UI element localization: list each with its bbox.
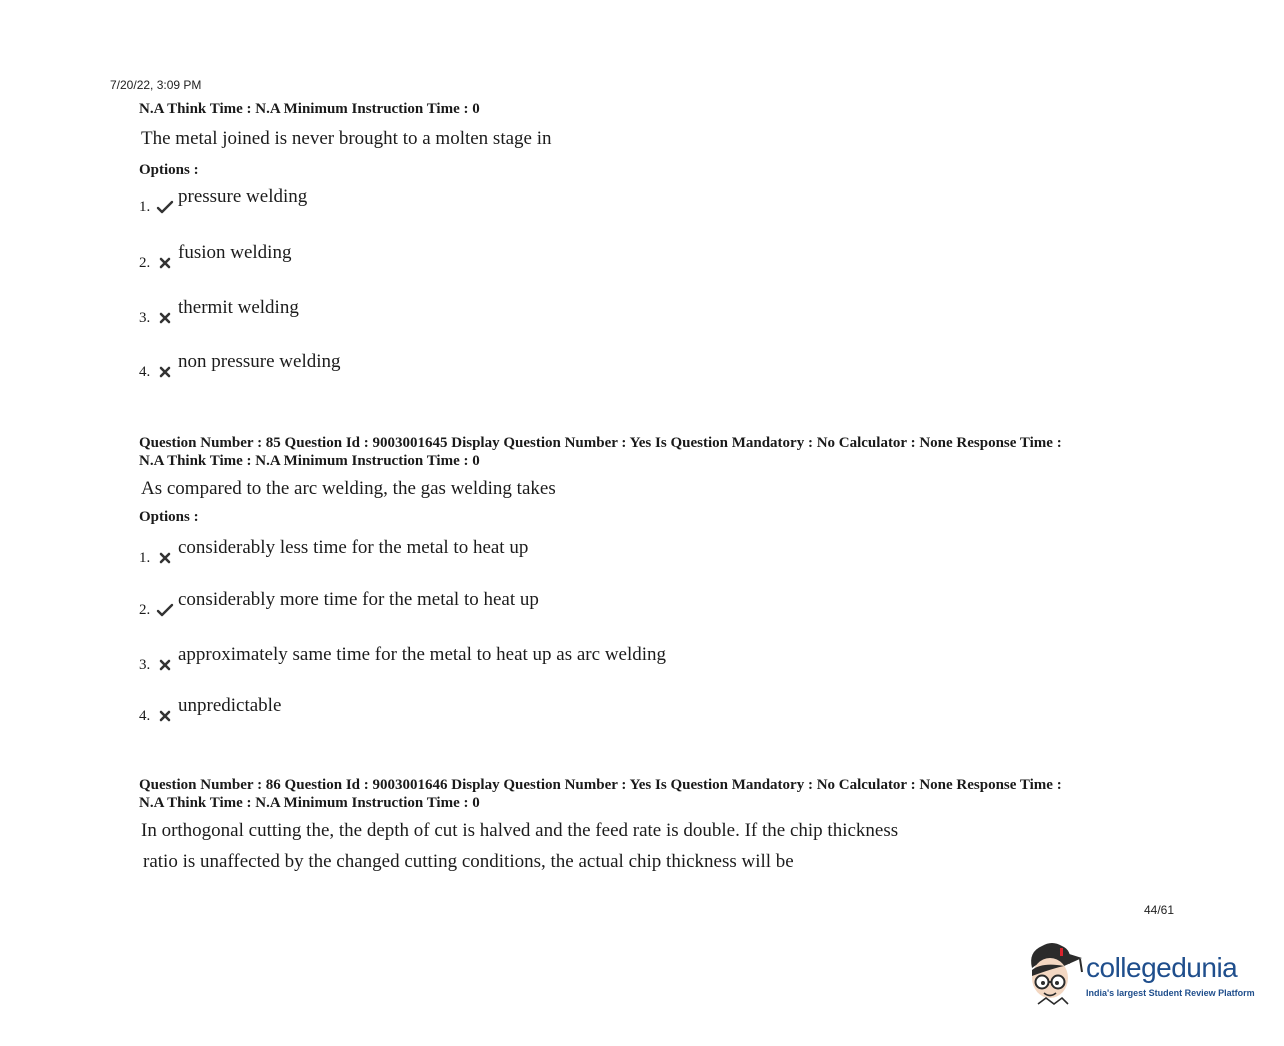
brand-tagline: India's largest Student Review Platform (1086, 988, 1255, 998)
q85-options-label: Options : (139, 509, 199, 525)
option-number: 1. (139, 199, 151, 215)
collegedunia-logo (1024, 938, 1264, 1010)
mascot-icon (1024, 938, 1086, 1010)
cross-icon (156, 658, 174, 672)
q86-question-text-line-2: ratio is unaffected by the changed cutting conditions, the actual chip thickness will be (143, 851, 794, 872)
q84-option-1 (139, 186, 1039, 216)
option-text: considerably more time for the metal to heat up (178, 589, 539, 610)
option-number: 3. (139, 657, 151, 673)
q84-meta-line-2: N.A Think Time : N.A Minimum Instruction Time : 0 (139, 101, 480, 117)
option-text: thermit welding (178, 297, 299, 318)
q85-option-2 (139, 589, 1039, 619)
q85-option-3 (139, 644, 1039, 674)
check-icon (156, 603, 174, 617)
option-number: 2. (139, 602, 151, 618)
cross-icon (156, 551, 174, 565)
cross-icon (156, 709, 174, 723)
cross-icon (156, 365, 174, 379)
q85-question-text: As compared to the arc welding, the gas welding takes (141, 478, 556, 499)
option-text: pressure welding (178, 186, 308, 207)
q86-question-text-line-1: In orthogonal cutting the, the depth of cut is halved and the feed rate is double. If the chip thickness (141, 820, 899, 841)
print-timestamp: 7/20/22, 3:09 PM (110, 78, 202, 92)
check-icon (156, 200, 174, 214)
q85-option-4 (139, 695, 1039, 725)
option-number: 4. (139, 364, 151, 380)
cross-icon (156, 311, 174, 325)
cross-icon (156, 256, 174, 270)
option-number: 3. (139, 310, 151, 326)
q85-option-1 (139, 537, 1039, 567)
option-text: considerably less time for the metal to heat up (178, 537, 529, 558)
q84-question-text: The metal joined is never brought to a molten stage in (141, 128, 552, 149)
option-text: fusion welding (178, 242, 292, 263)
q84-options-label: Options : (139, 162, 199, 178)
q86-meta-line-2: N.A Think Time : N.A Minimum Instruction Time : 0 (139, 795, 480, 811)
page-number: 44/61 (1144, 903, 1175, 917)
option-number: 2. (139, 255, 151, 271)
option-number: 4. (139, 708, 151, 724)
q84-option-4 (139, 351, 1039, 381)
q84-option-3 (139, 297, 1039, 327)
q84-option-2 (139, 242, 1039, 272)
option-text: non pressure welding (178, 351, 341, 372)
option-text: unpredictable (178, 695, 282, 716)
brand-name: collegedunia (1086, 952, 1238, 983)
q85-meta-line-1: Question Number : 85 Question Id : 9003001645 Display Question Number : Yes Is Question Mandatory : No Calculator : None Response Time : (139, 435, 1062, 451)
q86-meta-line-1: Question Number : 86 Question Id : 9003001646 Display Question Number : Yes Is Question Mandatory : No Calculator : None Response Time : (139, 777, 1062, 793)
q85-meta-line-2: N.A Think Time : N.A Minimum Instruction Time : 0 (139, 453, 480, 469)
option-text: approximately same time for the metal to heat up as arc welding (178, 644, 667, 665)
option-number: 1. (139, 550, 151, 566)
